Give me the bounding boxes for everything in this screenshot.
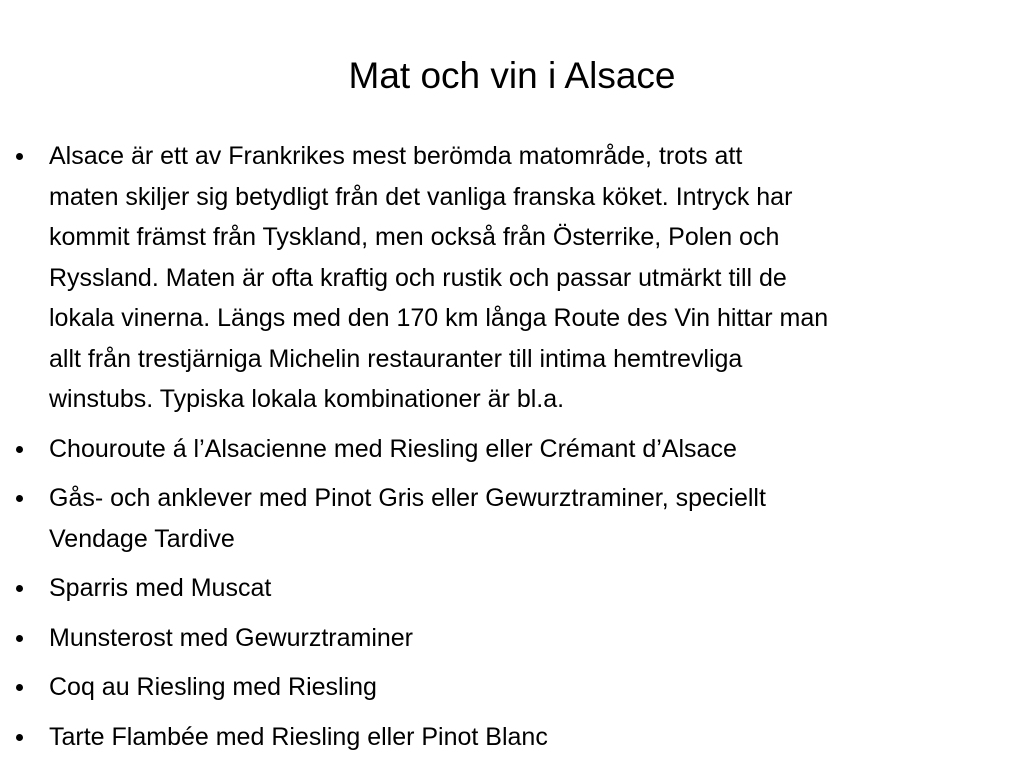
text-line: maten skiljer sig betydligt från det vanliga franska köket. Intryck har [49,182,793,211]
text-line: Chouroute á l’Alsacienne med Riesling eller Crémant d’Alsace [49,434,737,463]
bullet-item-pairing [14,568,1014,609]
bullet-text [49,717,1014,758]
text-line: Gås- och anklever med Pinot Gris eller Gewurztraminer, speciellt [49,484,766,512]
bullet-dot-icon [16,585,23,592]
text-line: Munsterost med Gewurztraminer [49,623,414,652]
bullet-item-pairing [14,478,1014,559]
bullet-text [49,429,1014,470]
bullet-text [49,667,1014,708]
text-line: kommit främst från Tyskland, men också från Österrike, Polen och [49,223,780,251]
text-line: allt från trestjärniga Michelin restauranter till intima hemtrevliga [49,344,743,373]
bullet-text [49,136,1014,420]
bullet-dot-icon [16,446,23,453]
bullet-dot-icon [16,635,23,642]
bullet-item-intro [14,136,1014,420]
bullet-item-pairing [14,429,1014,470]
text-line: Sparris med Muscat [49,574,272,602]
bullet-dot-icon [16,684,23,691]
bullet-dot-icon [16,734,23,741]
bullet-dot-icon [16,495,23,502]
text-line: Alsace är ett av Frankrikes mest berömda matområde, trots att [49,142,743,170]
text-line: Tarte Flambée med Riesling eller Pinot Blanc [49,722,548,751]
bullet-list [14,136,1014,766]
bullet-text [49,568,1014,609]
bullet-item-pairing [14,618,1014,659]
bullet-text [49,478,1014,559]
bullet-item-pairing [14,717,1014,758]
text-line: Coq au Riesling med Riesling [49,673,377,701]
slide-title: Mat och vin i Alsace [348,55,676,96]
bullet-text [49,618,1014,659]
text-line: winstubs. Typiska lokala kombinationer är bl.a. [49,385,565,413]
text-line: lokala vinerna. Längs med den 170 km långa Route des Vin hittar man [49,304,829,332]
text-line: Vendage Tardive [49,524,235,553]
text-line: Ryssland. Maten är ofta kraftig och rustik och passar utmärkt till de [49,263,787,292]
bullet-dot-icon [16,153,23,160]
bullet-item-pairing [14,667,1014,708]
